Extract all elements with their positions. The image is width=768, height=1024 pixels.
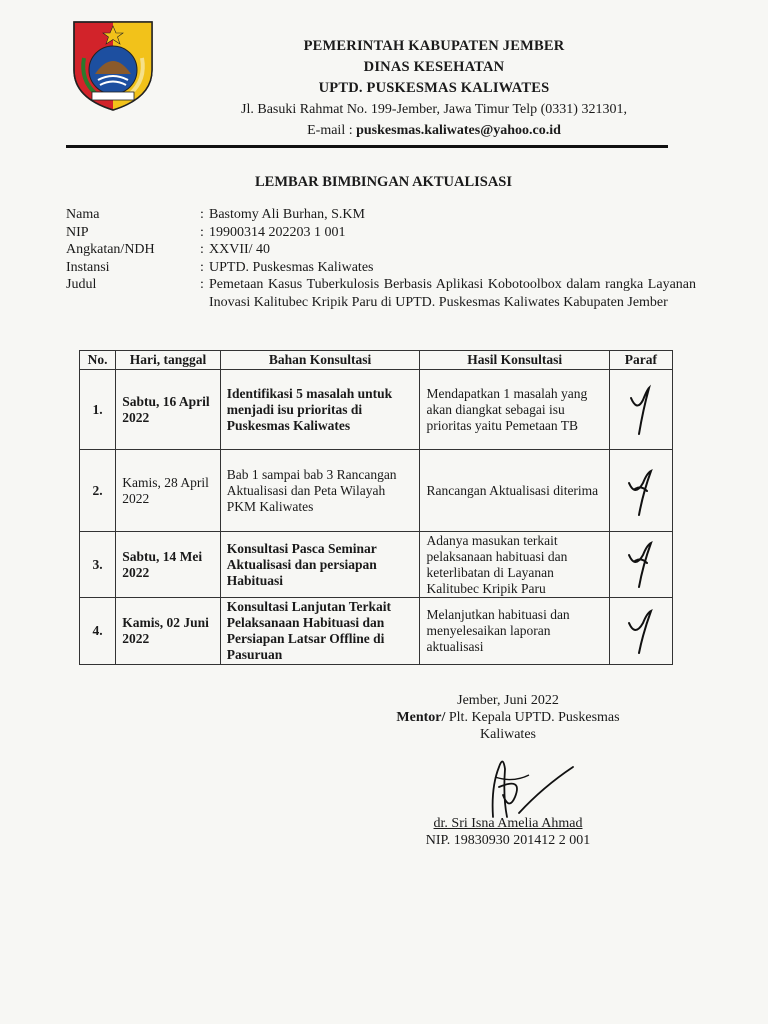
identity-label: Instansi <box>66 259 110 275</box>
signature-role <box>378 709 638 743</box>
row-bahan: Identifikasi 5 masalah untuk menjadi isu prioritas di Puskesmas Kaliwates <box>220 370 420 450</box>
row-paraf <box>609 450 672 532</box>
header-hasil: Hasil Konsultasi <box>420 351 609 370</box>
paraf-signature-icon <box>621 535 661 591</box>
paraf-signature-icon <box>621 459 661 519</box>
row-day: Kamis, 28 April 2022 <box>116 450 221 532</box>
row-bahan: Konsultasi Pasca Seminar Aktualisasi dan persiapan Habituasi <box>220 532 420 598</box>
row-day: Sabtu, 16 April 2022 <box>116 370 221 450</box>
letterhead-divider <box>66 145 668 148</box>
row-hasil: Adanya masukan terkait pelaksanaan habituasi dan keterlibatan di Layanan Kalitubec Kripik Paru <box>420 532 609 598</box>
identity-label: NIP <box>66 224 89 240</box>
identity-row-instansi: Instansi : UPTD. Puskesmas Kaliwates <box>66 259 696 277</box>
identity-value: UPTD. Puskesmas Kaliwates <box>209 259 374 275</box>
table-row <box>80 370 673 450</box>
signature-role-mentor: Mentor/ <box>396 710 446 725</box>
signature-role-title: Plt. Kepala UPTD. Puskesmas Kaliwates <box>448 710 620 742</box>
identity-label: Angkatan/NDH <box>66 242 155 257</box>
identity-label: Judul <box>66 277 97 292</box>
signature-block <box>378 692 638 849</box>
consultation-table <box>79 350 673 665</box>
row-no: 4. <box>80 598 116 665</box>
row-no: 3. <box>80 532 116 598</box>
row-bahan: Konsultasi Lanjutan Terkait Pelaksanaan Habituasi dan Persiapan Latsar Offline di Pasuruan <box>220 598 420 665</box>
mentor-signature-icon <box>433 747 583 821</box>
row-day: Kamis, 02 Juni 2022 <box>116 598 221 665</box>
row-hasil: Mendapatkan 1 masalah yang akan diangkat sebagai isu prioritas yaitu Pemetaan TB <box>420 370 609 450</box>
identity-label: Nama <box>66 207 100 222</box>
identity-value: Bastomy Ali Burhan, S.KM <box>209 207 365 222</box>
signature-nip: NIP. 19830930 201412 2 001 <box>425 833 591 848</box>
letterhead-department: DINAS KESEHATAN <box>363 59 505 75</box>
letterhead-email-line <box>190 120 678 141</box>
identity-value: XXVII/ 40 <box>209 242 271 257</box>
identity-row-nama: Nama : Bastomy Ali Burhan, S.KM <box>66 206 696 224</box>
paraf-signature-icon <box>621 601 661 657</box>
identity-value: Pemetaan Kasus Tuberkulosis Berbasis Aplikasi Kobotoolbox dalam rangka Layanan Inovasi Kalitubec Kripik Paru di UPTD. Puskesmas Kaliwates Kabupaten Jember <box>209 277 696 310</box>
header-bahan: Bahan Konsultasi <box>220 351 420 370</box>
identity-row-judul: Judul : Pemetaan Kasus Tuberkulosis Berbasis Aplikasi Kobotoolbox dalam rangka Layanan Inovasi Kalitubec Kripik Paru di UPTD. Puskesmas Kaliwates Kabupaten Jember <box>66 277 696 310</box>
letterhead-unit: UPTD. PUSKESMAS KALIWATES <box>318 80 550 96</box>
row-hasil: Rancangan Aktualisasi diterima <box>420 450 609 532</box>
kabupaten-jember-emblem-icon <box>70 18 156 112</box>
row-bahan: Bab 1 sampai bab 3 Rancangan Aktualisasi dan Peta Wilayah PKM Kaliwates <box>220 450 420 532</box>
row-paraf <box>609 370 672 450</box>
table-row <box>80 532 673 598</box>
row-no: 2. <box>80 450 116 532</box>
signature-place-date: Jember, Juni 2022 <box>457 693 559 708</box>
identity-row-nip: NIP : 19900314 202203 1 001 <box>66 224 696 242</box>
email-label: E-mail : <box>307 123 353 138</box>
header-day: Hari, tanggal <box>116 351 221 370</box>
letterhead-address: Jl. Basuki Rahmat No. 199-Jember, Jawa Timur Telp (0331) 321301, <box>241 102 627 117</box>
email-address: puskesmas.kaliwates@yahoo.co.id <box>356 123 561 138</box>
header-paraf: Paraf <box>609 351 672 370</box>
identity-block <box>66 206 696 311</box>
table-row <box>80 598 673 665</box>
header-no: No. <box>80 351 116 370</box>
table-row <box>80 450 673 532</box>
row-paraf <box>609 532 672 598</box>
paraf-signature-icon <box>621 378 661 438</box>
table-header-row <box>80 351 673 370</box>
letterhead <box>190 36 678 141</box>
row-no: 1. <box>80 370 116 450</box>
identity-row-angkatan: Angkatan/NDH : XXVII/ 40 <box>66 241 696 259</box>
row-paraf <box>609 598 672 665</box>
document-title: LEMBAR BIMBINGAN AKTUALISASI <box>254 174 513 190</box>
row-day: Sabtu, 14 Mei 2022 <box>116 532 221 598</box>
row-hasil: Melanjutkan habituasi dan menyelesaikan laporan aktualisasi <box>420 598 609 665</box>
letterhead-government: PEMERINTAH KABUPATEN JEMBER <box>303 38 565 54</box>
signature-name: dr. Sri Isna Amelia Ahmad <box>433 816 583 831</box>
identity-value: 19900314 202203 1 001 <box>209 224 346 240</box>
